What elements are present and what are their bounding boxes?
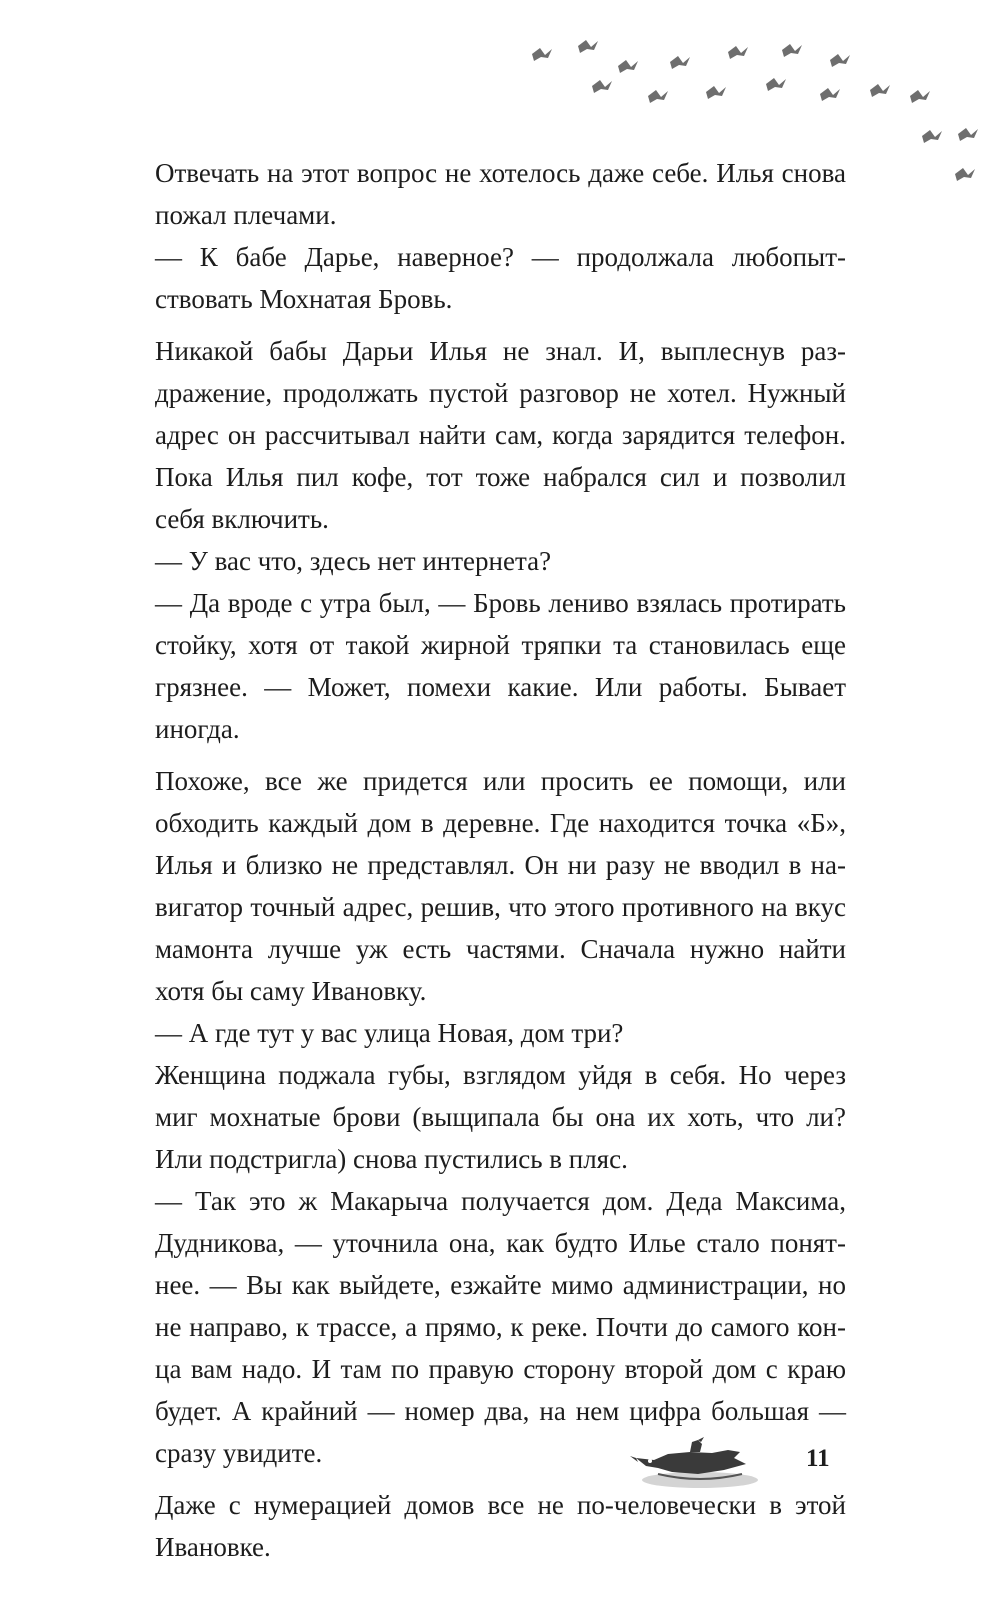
paragraph: — Да вроде с утра был, — Бровь лениво взялась протирать стойку, хотя от такой жирной тряпки та становилась еще грязнее. — Может, помехи какие. Или работы. Бывает иногда. bbox=[155, 588, 846, 744]
boat-bird-icon bbox=[628, 1436, 768, 1496]
paragraph: — У вас что, здесь нет интернета? bbox=[155, 546, 552, 576]
paragraph: — Так это ж Макарыча получается дом. Деда Максима, Дудникова, — уточнила она, как будто Илье стало понятнее. — Вы как выйдете, езжайте мимо администрации, но не направо, к трассе, а прямо, к реке. Почти до самого конца вам надо. И там по правую сторону второй дом с краю будет. А крайний — номер два, на нем цифра большая — сразу увидите. bbox=[155, 1186, 846, 1468]
paragraph: — К бабе Дарье, наверное? — продолжала любопытствовать Мохнатая Бровь. bbox=[155, 242, 846, 314]
paragraph: Похоже, все же придется или просить ее помощи, или обходить каждый дом в деревне. Где находится точка «Б», Илья и близко не представлял. Он ни разу не вводил в навигатор точный адрес, решив, что этого противного на вкус мамонта лучше уж есть частями. Сначала нужно найти хотя бы саму Ивановку. bbox=[155, 766, 846, 1006]
body-text bbox=[155, 152, 846, 1568]
paragraph: Никакой бабы Дарьи Илья не знал. И, выплеснув раздражение, продолжать пустой разговор не хотел. Нужный адрес он рассчитывал найти сам, когда зарядится телефон. Пока Илья пил кофе, тот тоже набрался сил и позволил себя включить. bbox=[155, 336, 846, 534]
paragraph: — А где тут у вас улица Новая, дом три? bbox=[155, 1018, 624, 1048]
paragraph: Отвечать на этот вопрос не хотелось даже себе. Илья снова пожал плечами. bbox=[155, 158, 846, 230]
page-number: 11 bbox=[806, 1445, 830, 1472]
paragraph: Женщина поджала губы, взглядом уйдя в себя. Но через миг мохнатые брови (выщипала бы она их хоть, что ли? Или подстригла) снова пустились в пляс. bbox=[155, 1060, 846, 1174]
paragraph: Даже с нумерацией домов все не по-человечески в этой Ивановке. bbox=[155, 1490, 846, 1562]
